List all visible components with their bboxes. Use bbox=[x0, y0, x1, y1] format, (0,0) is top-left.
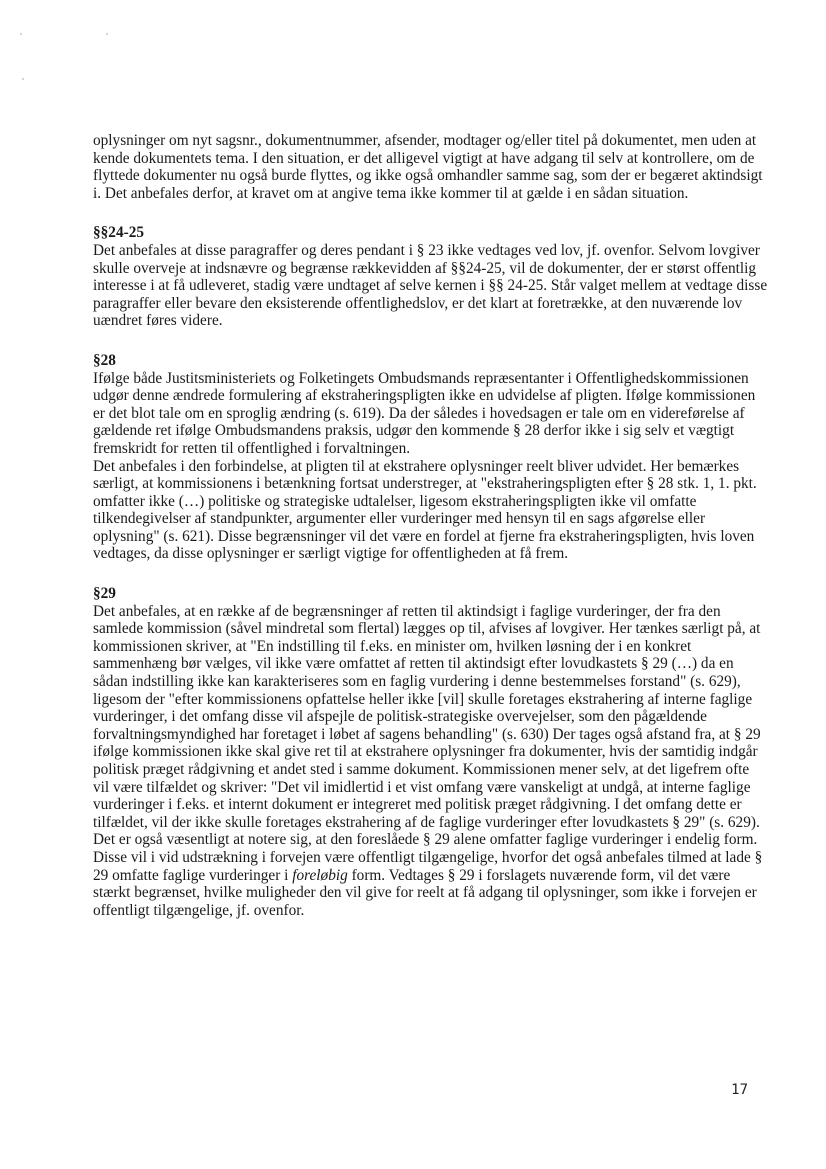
emphasis-word: foreløbig bbox=[292, 866, 348, 884]
scan-speck bbox=[22, 78, 24, 80]
section-29 bbox=[93, 585, 769, 919]
page-number: 17 bbox=[731, 1082, 748, 1098]
document-body bbox=[93, 132, 769, 919]
section-24-25 bbox=[93, 224, 769, 330]
scan-speck bbox=[20, 33, 22, 35]
section-paragraph bbox=[93, 603, 769, 920]
scan-speck bbox=[106, 33, 108, 35]
section-paragraph: Ifølge både Justitsministeriets og Folketingets Ombudsmands repræsentanter i Offentlighedskommissionen udgør denne ændrede formulering af ekstraheringspligten ikke en udvidelse af pligten. Ifølge kommissionen er det blot tale om en sproglig ændring (s. 619). Da der således i hovedsagen er tale om en videreførelse af gældende ret ifølge Ombudsmandens praksis, udgør den kommende § 28 derfor ikke i sig selv et vægtigt fremskridt for retten til offentlighed i forvaltningen. bbox=[93, 369, 756, 457]
section-paragraph: Det anbefales at disse paragraffer og deres pendant i § 23 ikke vedtages ved lov, jf. ovenfor. Selvom lovgiver skulle overveje at indsnævre og begrænse rækkevidden af §§24-25, vil de dokumenter, der er størst offentlig interesse i at få udleveret, stadig være undtaget af selve kernen i §§ 24-25. Står valget mellem at vedtage disse paragraffer eller bevare den eksisterende offentlighedslov, er det klart at foretrække, at den nuværende lov uændret føres videre. bbox=[93, 241, 768, 330]
section-heading: §§24-25 bbox=[93, 224, 144, 242]
section-heading: §28 bbox=[93, 351, 116, 369]
text-run: form. Vedtages § 29 i forslagets nuværende form, vil det være stærkt begrænset, hvilke muligheder den vil give for reelt at få adgang til oplysninger, som ikke i forvejen er offentligt tilgængelige, jf. ovenfor. bbox=[93, 866, 757, 919]
section-28 bbox=[93, 352, 769, 563]
text-run: Det anbefales, at en række af de begrænsninger af retten til aktindsigt i faglige vurderinger, der fra den samlede kommission (såvel mindretal som flertal) lægges op til, afvises af lovgiver. Her tænkes særligt på, at kommissionen skriver, at "En indstilling til f.eks. en minister om, hvilken løsning der i en konkret sammenhæng bør vælges, vil ikke være omfattet af retten til aktindsigt efter lovudkastets § 29 (…) da en sådan indstilling ikke kan karakteriseres som en faglig vurdering i denne bestemmelses forstand" (s. 629), ligesom der "efter kommissionens opfattelse heller ikke [vil] skulle foretages ekstrahering af interne faglige vurderinger, i det omfang disse vil afspejle de politisk-strategiske overvejelser, som den pågældende forvaltningsmyndighed har foretaget i løbet af sagens behandling" (s. 630) Der tages også afstand fra, at § 29 ifølge kommissionen ikke skal give ret til at ekstrahere oplysninger fra dokumenter, hvis der samtidig indgår politisk præget rådgivning et andet sted i samme dokument. Kommissionen mener selv, at det ligefrem ofte vil være tilfældet og skriver: "Det vil imidlertid i et vist omfang være vanskeligt at undgå, at interne faglige vurderinger i f.eks. et internt dokument er integreret med politisk præget rådgivning. I det omfang dette er tilfældet, vil der ikke skulle foretages ekstrahering af de faglige vurderinger efter lovudkastets § 29" (s. 629). Det er også væsentligt at notere sig, at den foreslåede § 29 alene omfatter faglige vurderinger i endelig form. Disse vil i vid udstrækning i forvejen være offentligt tilgængelige, hvorfor det også anbefales tilmed at lade § 29 omfatte faglige vurderinger i bbox=[93, 602, 763, 884]
section-heading: §29 bbox=[93, 585, 116, 603]
section-paragraph: Det anbefales i den forbindelse, at pligten til at ekstrahere oplysninger reelt bliver udvidet. Her bemærkes særligt, at kommissionens i betænkning fortsat understreger, at "ekstraheringspligten efter § 28 stk. 1, 1. pkt. omfatter ikke (…) politiske og strategiske udtalelser, ligesom ekstraheringspligten ikke vil omfatte tilkendegivelser af standpunkter, argumenter eller vurderinger med hensyn til en sags afgørelse eller oplysning" (s. 621). Disse begrænsninger vil det være en fordel at fjerne fra ekstraheringspligten, hvis loven vedtages, da disse oplysninger er særligt vigtige for offentligheden at få frem. bbox=[93, 457, 757, 563]
intro-paragraph: oplysninger om nyt sagsnr., dokumentnummer, afsender, modtager og/eller titel på dokumentet, men uden at kende dokumentets tema. I den situation, er det alligevel vigtigt at have adgang til selv at kontrollere, om de flyttede dokumenter nu også burde flyttes, og ikke også omhandler samme sag, som der er begæret aktindsigt i. Det anbefales derfor, at kravet om at angive tema ikke kommer til at gælde i en sådan situation. bbox=[93, 132, 763, 202]
